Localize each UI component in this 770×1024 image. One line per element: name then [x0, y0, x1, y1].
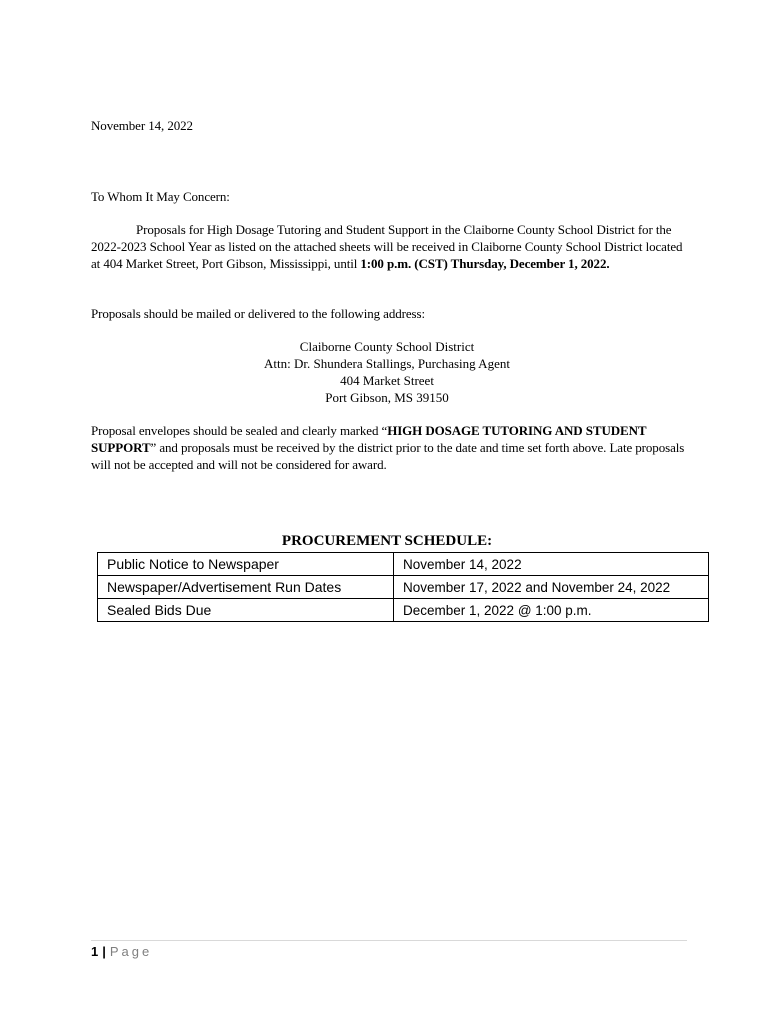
address-line: Port Gibson, MS 39150	[325, 390, 449, 405]
salutation: To Whom It May Concern:	[91, 189, 230, 204]
schedule-label: Newspaper/Advertisement Run Dates	[98, 576, 394, 599]
letter-date: November 14, 2022	[91, 118, 193, 133]
intro-paragraph	[91, 221, 691, 272]
intro-paragraph-text: Proposals for High Dosage Tutoring and Student Support in the Claiborne County School District for the 2022-2023 School Year as listed on the attached sheets will be received in Claiborne County School District located at 404 Market Street, Port Gibson, Mississippi, until	[91, 222, 683, 271]
table-row	[98, 576, 709, 599]
mailing-address	[91, 338, 683, 406]
envelope-text-pre: Proposal envelopes should be sealed and clearly marked “	[91, 423, 388, 438]
page-label: Page	[109, 944, 153, 959]
table-row	[98, 599, 709, 622]
table-row	[98, 553, 709, 576]
deadline-text: 1:00 p.m. (CST) Thursday, December 1, 2022.	[360, 256, 610, 271]
delivery-instructions: Proposals should be mailed or delivered to the following address:	[91, 306, 425, 321]
envelope-marking: HIGH DOSAGE TUTORING AND STUDENT SUPPORT	[91, 423, 647, 455]
schedule-value: November 14, 2022	[394, 553, 709, 576]
address-line: 404 Market Street	[340, 373, 434, 388]
schedule-label: Sealed Bids Due	[98, 599, 394, 622]
page-footer	[91, 943, 152, 960]
schedule-value: December 1, 2022 @ 1:00 p.m.	[394, 599, 709, 622]
address-line: Claiborne County School District	[299, 339, 475, 354]
schedule-title: PROCUREMENT SCHEDULE:	[281, 533, 493, 549]
footer-separator: |	[102, 944, 106, 959]
footer-divider	[91, 940, 687, 941]
envelope-text-post: ” and proposals must be received by the district prior to the date and time set forth above. Late proposals will not be accepted and will not be considered for award.	[91, 440, 685, 472]
page-number: 1	[91, 944, 99, 959]
schedule-label: Public Notice to Newspaper	[98, 553, 394, 576]
envelope-instructions	[91, 422, 691, 473]
address-line: Attn: Dr. Shundera Stallings, Purchasing Agent	[264, 356, 510, 371]
procurement-schedule-table	[97, 552, 709, 622]
schedule-value: November 17, 2022 and November 24, 2022	[394, 576, 709, 599]
